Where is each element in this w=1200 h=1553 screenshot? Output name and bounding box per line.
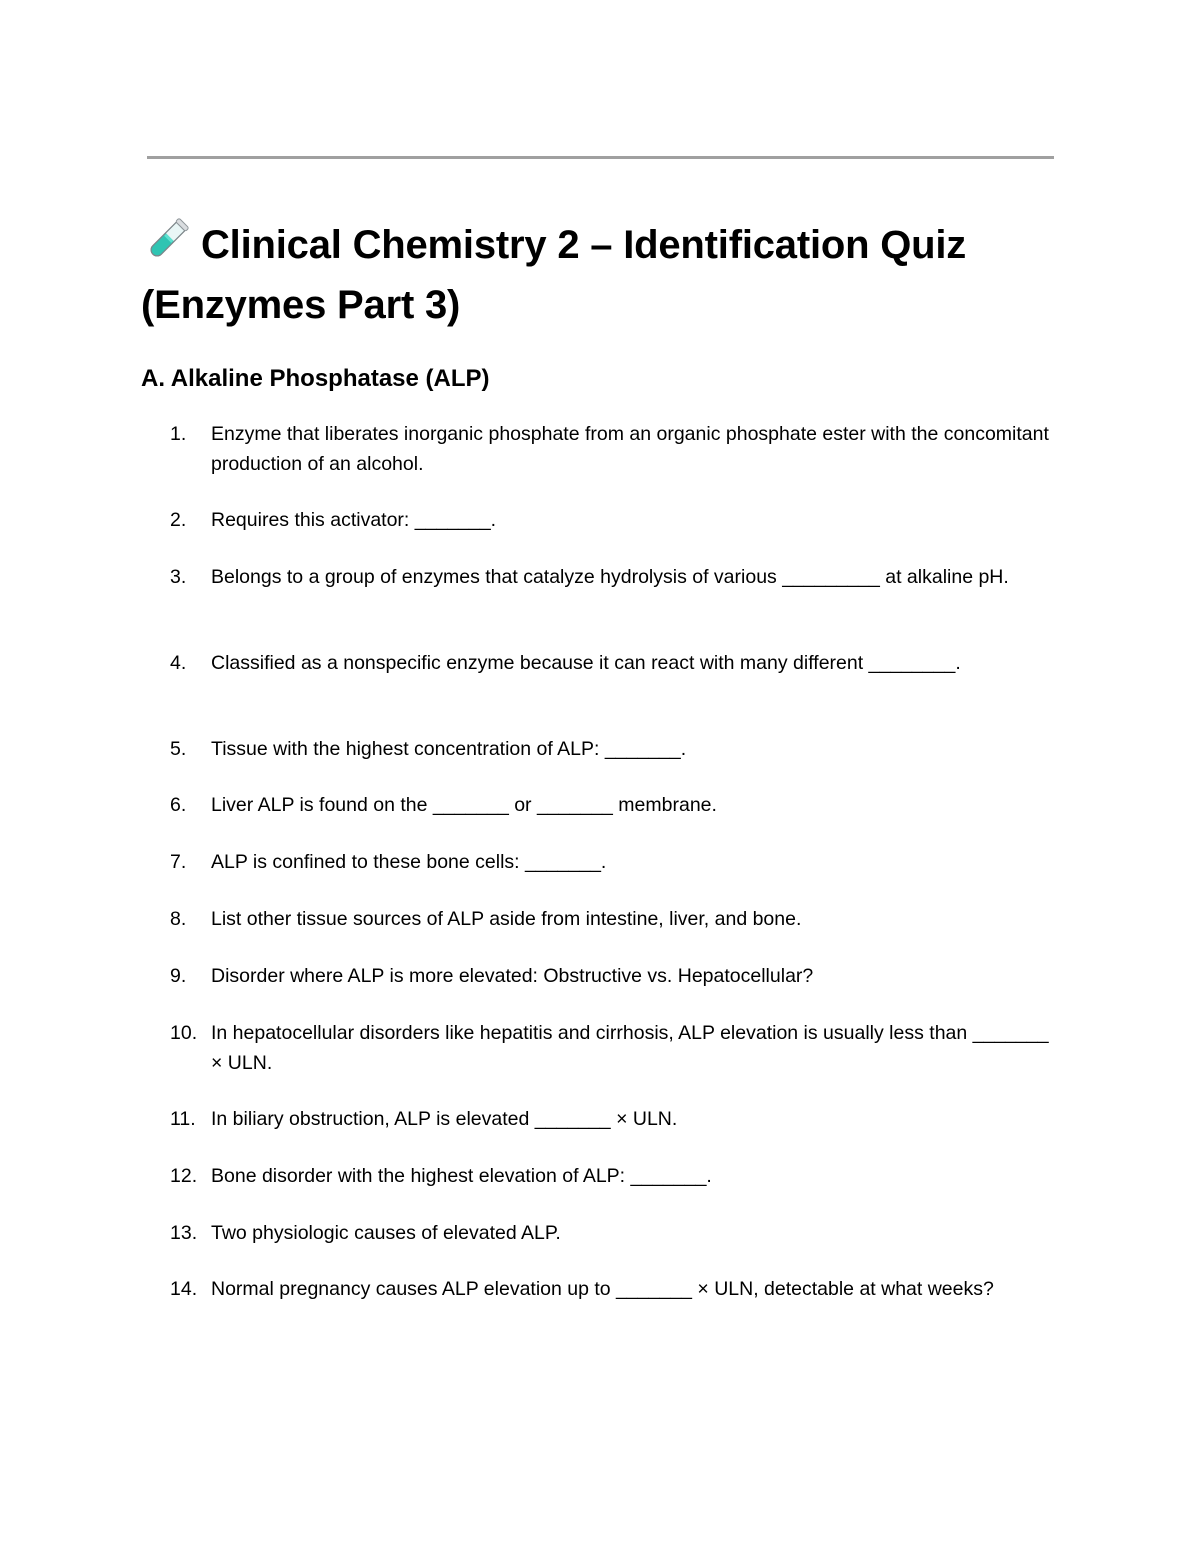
question-item xyxy=(170,1105,1060,1135)
question-item xyxy=(170,848,1060,878)
question-text: Liver ALP is found on the _______ or _______ membrane. xyxy=(211,794,717,816)
question-item xyxy=(170,649,1060,679)
question-text: Disorder where ALP is more elevated: Obstructive vs. Hepatocellular? xyxy=(211,965,814,987)
question-text: Classified as a nonspecific enzyme because it can react with many different ________. xyxy=(211,652,961,674)
question-number: 1. xyxy=(170,423,187,445)
question-number: 4. xyxy=(170,652,187,674)
question-number: 6. xyxy=(170,794,187,816)
question-text: In hepatocellular disorders like hepatitis and cirrhosis, ALP elevation is usually less than _______ × ULN. xyxy=(211,1022,1054,1074)
question-text: Tissue with the highest concentration of ALP: _______. xyxy=(211,738,687,760)
question-item xyxy=(170,563,1060,593)
question-item xyxy=(170,1162,1060,1192)
question-item xyxy=(170,735,1060,765)
section-heading: A. Alkaline Phosphatase (ALP) xyxy=(141,365,490,392)
question-number: 13. xyxy=(170,1222,198,1244)
question-number: 3. xyxy=(170,566,187,588)
question-text: ALP is confined to these bone cells: _______. xyxy=(211,851,607,873)
test-tube-icon xyxy=(141,214,193,266)
question-item xyxy=(170,791,1060,821)
question-number: 5. xyxy=(170,738,187,760)
question-text: Belongs to a group of enzymes that catalyze hydrolysis of various _________ at alkaline pH. xyxy=(211,566,1009,588)
question-text: List other tissue sources of ALP aside from intestine, liver, and bone. xyxy=(211,908,802,930)
page-title-text: Clinical Chemistry 2 – Identification Quiz (Enzymes Part 3) xyxy=(141,223,967,327)
question-item xyxy=(170,1275,1060,1305)
question-number: 9. xyxy=(170,965,187,987)
question-text: Bone disorder with the highest elevation of ALP: _______. xyxy=(211,1165,712,1187)
question-text: Enzyme that liberates inorganic phosphate from an organic phosphate ester with the concomitant production of an alcohol. xyxy=(211,423,1055,475)
question-text: Two physiologic causes of elevated ALP. xyxy=(211,1222,561,1244)
question-item xyxy=(170,420,1060,479)
question-text: Requires this activator: _______. xyxy=(211,509,497,531)
question-number: 11. xyxy=(170,1108,196,1130)
question-text: Normal pregnancy causes ALP elevation up to _______ × ULN, detectable at what weeks? xyxy=(211,1278,994,1300)
horizontal-divider xyxy=(147,156,1054,159)
question-item xyxy=(170,1219,1060,1249)
question-number: 2. xyxy=(170,509,187,531)
question-item xyxy=(170,1019,1060,1078)
question-number: 14. xyxy=(170,1278,198,1300)
question-text: In biliary obstruction, ALP is elevated _______ × ULN. xyxy=(211,1108,678,1130)
question-number: 8. xyxy=(170,908,187,930)
question-item xyxy=(170,506,1060,536)
question-number: 7. xyxy=(170,851,187,873)
question-item xyxy=(170,962,1060,992)
question-number: 10. xyxy=(170,1022,198,1044)
question-item xyxy=(170,905,1060,935)
question-number: 12. xyxy=(170,1165,198,1187)
page-title xyxy=(141,214,1071,335)
